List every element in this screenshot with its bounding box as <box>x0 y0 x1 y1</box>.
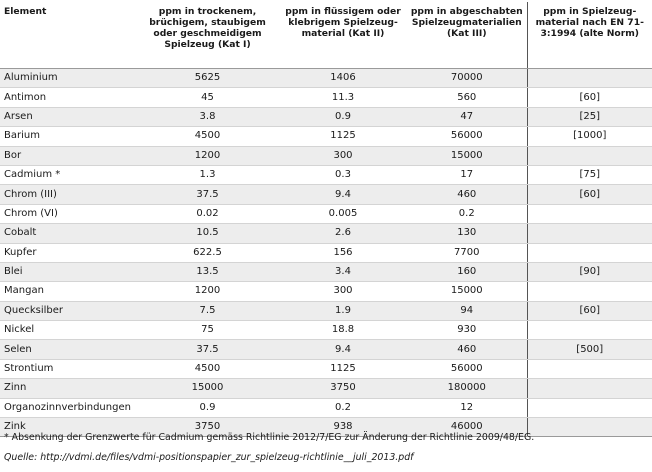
cell-kat2: 1125 <box>279 359 407 378</box>
cell-element: Cadmium * <box>0 165 136 184</box>
cell-kat1: 0.9 <box>136 398 279 417</box>
table-row <box>0 243 652 262</box>
header-en71: ppm in Spielzeug-material nach EN 71-3:1994 (alte Norm) <box>527 2 652 69</box>
header-kat2: ppm in flüssigem oder klebrigem Spielzeug-material (Kat II) <box>279 2 407 69</box>
cell-en71: [60] <box>527 185 652 204</box>
cell-kat3: 130 <box>407 224 527 243</box>
cell-kat1: 0.02 <box>136 204 279 223</box>
cell-kat1: 13.5 <box>136 262 279 281</box>
cell-kat2: 0.3 <box>279 165 407 184</box>
cell-kat3: 180000 <box>407 379 527 398</box>
cell-en71 <box>527 69 652 88</box>
cell-element: Antimon <box>0 88 136 107</box>
table-row <box>0 165 652 184</box>
cell-kat2: 1406 <box>279 69 407 88</box>
cell-element: Blei <box>0 262 136 281</box>
table-row <box>0 359 652 378</box>
cell-kat1: 5625 <box>136 69 279 88</box>
table-row <box>0 69 652 88</box>
cell-en71: [500] <box>527 340 652 359</box>
cell-en71: [25] <box>527 107 652 126</box>
cell-kat3: 15000 <box>407 282 527 301</box>
cell-kat3: 56000 <box>407 127 527 146</box>
cell-kat3: 94 <box>407 301 527 320</box>
cell-element: Cobalt <box>0 224 136 243</box>
table-header <box>0 2 652 69</box>
table-row <box>0 224 652 243</box>
cell-kat2: 2.6 <box>279 224 407 243</box>
cell-element: Selen <box>0 340 136 359</box>
cell-kat3: 70000 <box>407 69 527 88</box>
cell-kat3: 7700 <box>407 243 527 262</box>
cell-en71 <box>527 359 652 378</box>
table-row <box>0 282 652 301</box>
cell-en71 <box>527 146 652 165</box>
cell-kat1: 3.8 <box>136 107 279 126</box>
cell-element: Mangan <box>0 282 136 301</box>
cell-kat3: 460 <box>407 340 527 359</box>
cell-kat1: 4500 <box>136 359 279 378</box>
cell-kat2: 0.9 <box>279 107 407 126</box>
table-row <box>0 204 652 223</box>
limits-table <box>0 2 652 437</box>
cell-kat1: 1200 <box>136 146 279 165</box>
cell-kat2: 3.4 <box>279 262 407 281</box>
cell-kat3: 56000 <box>407 359 527 378</box>
cell-kat3: 560 <box>407 88 527 107</box>
cell-kat2: 0.2 <box>279 398 407 417</box>
table-row <box>0 398 652 417</box>
cell-element: Nickel <box>0 321 136 340</box>
footnote: * Absenkung der Grenzwerte für Cadmium gemäss Richtlinie 2012/7/EG zur Änderung der Richtlinie 2009/48/EG. <box>4 432 535 443</box>
table-row <box>0 301 652 320</box>
source-citation: Quelle: http://vdmi.de/files/vdmi-positionspapier_zur_spielzeug-richtlinie__juli_2013.pdf <box>4 452 414 463</box>
cell-element: Zinn <box>0 379 136 398</box>
cell-kat1: 1200 <box>136 282 279 301</box>
cell-kat3: 12 <box>407 398 527 417</box>
cell-kat2: 9.4 <box>279 340 407 359</box>
header-kat3: ppm in abgeschabten Spielzeugmaterialien (Kat III) <box>407 2 527 69</box>
cell-kat3: 15000 <box>407 146 527 165</box>
cell-element: Chrom (VI) <box>0 204 136 223</box>
cell-kat3: 460 <box>407 185 527 204</box>
cell-element: Strontium <box>0 359 136 378</box>
cell-element: Quecksilber <box>0 301 136 320</box>
cell-kat2: 300 <box>279 282 407 301</box>
table-row <box>0 262 652 281</box>
cell-kat1: 45 <box>136 88 279 107</box>
cell-element: Organozinnverbindungen <box>0 398 136 417</box>
cell-en71: [90] <box>527 262 652 281</box>
cell-kat2: 938 <box>279 418 407 437</box>
cell-kat2: 9.4 <box>279 185 407 204</box>
cell-element: Chrom (III) <box>0 185 136 204</box>
header-kat1: ppm in trockenem, brüchigem, staubigem oder geschmeidigem Spielzeug (Kat I) <box>136 2 279 69</box>
table-row <box>0 88 652 107</box>
cell-kat3: 160 <box>407 262 527 281</box>
cell-kat1: 622.5 <box>136 243 279 262</box>
cell-kat1: 15000 <box>136 379 279 398</box>
cell-kat1: 75 <box>136 321 279 340</box>
cell-kat1: 7.5 <box>136 301 279 320</box>
cell-kat1: 10.5 <box>136 224 279 243</box>
cell-kat2: 300 <box>279 146 407 165</box>
table-row <box>0 127 652 146</box>
cell-en71 <box>527 282 652 301</box>
cell-kat3: 46000 <box>407 418 527 437</box>
table-row <box>0 321 652 340</box>
cell-kat1: 4500 <box>136 127 279 146</box>
cell-kat2: 3750 <box>279 379 407 398</box>
cell-en71: [60] <box>527 301 652 320</box>
cell-en71: [75] <box>527 165 652 184</box>
cell-en71: [1000] <box>527 127 652 146</box>
cell-kat2: 0.005 <box>279 204 407 223</box>
cell-element: Aluminium <box>0 69 136 88</box>
table-body <box>0 69 652 437</box>
cell-element: Kupfer <box>0 243 136 262</box>
cell-en71 <box>527 398 652 417</box>
cell-kat1: 37.5 <box>136 340 279 359</box>
cell-element: Bor <box>0 146 136 165</box>
cell-kat2: 1.9 <box>279 301 407 320</box>
cell-element: Barium <box>0 127 136 146</box>
cell-kat1: 1.3 <box>136 165 279 184</box>
table-row <box>0 340 652 359</box>
cell-kat1: 37.5 <box>136 185 279 204</box>
cell-kat2: 11.3 <box>279 88 407 107</box>
cell-kat2: 18.8 <box>279 321 407 340</box>
cell-en71 <box>527 418 652 437</box>
table-row <box>0 146 652 165</box>
cell-en71 <box>527 379 652 398</box>
cell-element: Zink <box>0 418 136 437</box>
cell-kat3: 47 <box>407 107 527 126</box>
cell-kat3: 17 <box>407 165 527 184</box>
table-row <box>0 379 652 398</box>
cell-en71 <box>527 243 652 262</box>
cell-kat3: 930 <box>407 321 527 340</box>
header-element: Element <box>0 2 136 69</box>
cell-kat2: 1125 <box>279 127 407 146</box>
header-row <box>0 2 652 69</box>
cell-en71: [60] <box>527 88 652 107</box>
table-row <box>0 185 652 204</box>
cell-kat2: 156 <box>279 243 407 262</box>
cell-en71 <box>527 321 652 340</box>
cell-element: Arsen <box>0 107 136 126</box>
table-row <box>0 107 652 126</box>
cell-kat1: 3750 <box>136 418 279 437</box>
cell-en71 <box>527 204 652 223</box>
cell-kat3: 0.2 <box>407 204 527 223</box>
cell-en71 <box>527 224 652 243</box>
